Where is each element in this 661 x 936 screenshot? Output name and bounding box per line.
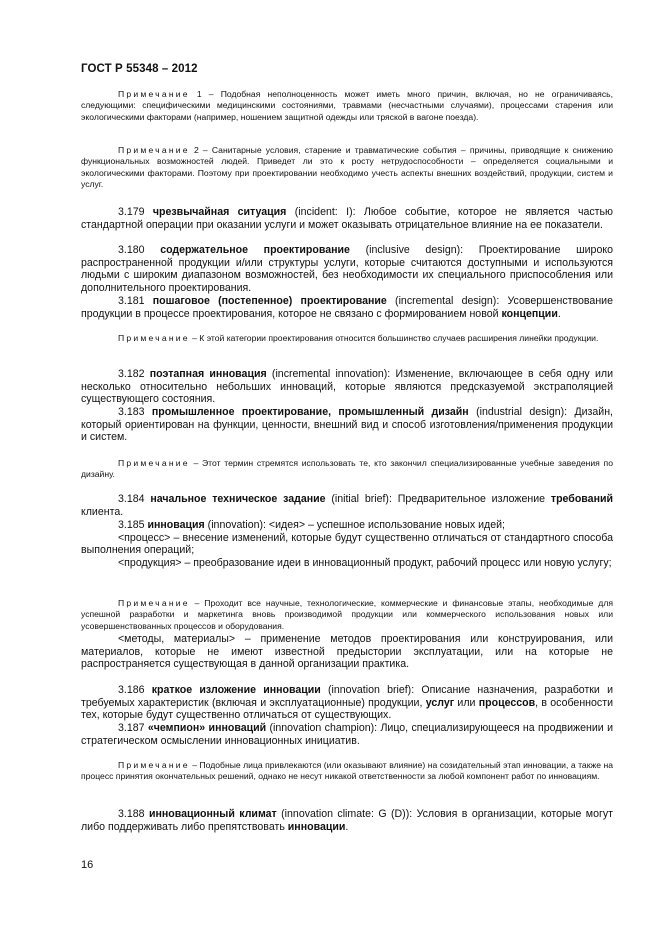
note-6 (81, 760, 613, 783)
entry-number: 3.183 (118, 406, 145, 418)
note-text: – К этой категории проектирования относится большинство случаев расширения линейки продукции. (189, 333, 599, 343)
entry-number: 3.188 (118, 808, 145, 820)
entry-term: чрезвычайная ситуация (152, 206, 287, 218)
term-entry-3-181 (81, 295, 613, 320)
entry-number: 3.179 (118, 206, 145, 218)
note-text: – Подобные лица привлекаются (или оказывают влияние) на созидательный этап инновации, а также на процесс принятия окончательных решений, однако не несут никакой ответственности за любой компонент работ по инновациям. (81, 760, 613, 782)
entry-term: краткое изложение инновации (151, 684, 321, 696)
term-entry-3-187 (81, 722, 613, 747)
entry-number: 3.181 (118, 295, 145, 307)
entry-end: клиента. (81, 505, 124, 518)
entry-definition: (innovation climate: G (D)): Условия в организации, которые могут либо поддерживать либо препятствовать (81, 808, 613, 833)
entry-connector: или (454, 696, 479, 709)
entry-definition: (incremental innovation): Изменение, включающее в себя одну или несколько относительно небольших инноваций, которые являются предсказуемой экстраполяцией существующего состояния. (81, 368, 613, 406)
entry-term: содержательное проектирование (160, 244, 350, 256)
term-entry-3-183 (81, 406, 613, 444)
note-label: Примечание (118, 89, 190, 99)
note-label: Примечание (118, 333, 190, 343)
entry-definition: (initial brief): Предварительное изложение (325, 493, 551, 505)
entry-term: начальное техническое задание (150, 493, 326, 505)
note-text: 1 – Подобная неполноценность может иметь много причин, включая, но не ограничиваясь, следующими: специфическими медицинскими состояниями, травмами (несчастными случаями), процессами старения или экологическими факторами (например, ношением защитной одежды или тряской в вагоне поезда). (81, 89, 613, 122)
entry-term-ref: услуг (425, 696, 455, 709)
term-entry-3-184 (81, 493, 613, 518)
note-label: Примечание (118, 598, 190, 608)
entry-end: , в особенности тех, которые будут существенно отличаться от существующих. (81, 696, 613, 722)
note-text: – Проходит все научные, технологические, коммерческие и финансовые этапы, необходимые для успешной разработки и маркетинга вновь производимой продукции или коммерческого использования новых или усовершенствованных процессов и оборудования. (81, 598, 613, 631)
term-entry-3-185-methods (81, 633, 613, 671)
term-entry-3-188 (81, 808, 613, 833)
term-entry-3-185 (81, 519, 613, 569)
entry-term: инновация (147, 519, 205, 531)
entry-number: 3.186 (118, 684, 145, 696)
note-5 (81, 598, 613, 632)
entry-sub-definition: <процесс> – внесение изменений, которые будут существенно отличаться от стандартного способа выполнения операций; (81, 531, 613, 557)
entry-definition: (innovation brief): Описание назначения, разработки и требуемых характеристик (включая и эксплуатационные) продукции, (81, 684, 613, 709)
entry-definition: (innovation champion): Лицо, специализирующееся на продвижении и стратегическом осмыслении инновационных инициатив. (81, 722, 613, 747)
entry-term-ref: концепции (501, 307, 558, 320)
entry-term: промышленное проектирование, промышленный дизайн (151, 406, 469, 418)
entry-sub-definition: <методы, материалы> – применение методов проектирования или конструирования, или материалов, которые не имеют известной предыстории эксплуатации, или на которые не распространяется существующая в данной организации практика. (81, 633, 613, 671)
entry-number: 3.187 (118, 722, 145, 734)
page-number: 16 (81, 859, 94, 871)
note-text: 2 – Санитарные условия, старение и травматические события – причины, приводящие к снижению функциональных возможностей людей. Приведет ли это к росту нетрудоспособности – определяется социальными и экологическими факторами. Поэтому при проектировании необходимо учесть аспекты внешних воздействий, продукции, систем и услуг. (81, 145, 613, 189)
entry-term: «чемпион» инноваций (147, 722, 267, 734)
entry-end: . (345, 820, 349, 833)
entry-term-ref: требований (550, 493, 613, 505)
entry-term: поэтапная инновация (149, 368, 267, 380)
entry-number: 3.180 (118, 244, 145, 256)
entry-number: 3.184 (118, 493, 145, 505)
note-1 (81, 89, 613, 123)
note-label: Примечание (118, 145, 190, 155)
note-3 (81, 333, 613, 344)
term-entry-3-182 (81, 368, 613, 406)
entry-definition: (industrial design): Дизайн, который ориентирован на функции, ценности, внешний вид и способ изготовления/применения продукции и систем. (81, 406, 613, 444)
term-entry-3-186 (81, 684, 613, 722)
entry-sub-definition: <продукция> – преобразование идеи в инновационный продукт, рабочий процесс или новую услугу; (118, 556, 612, 569)
term-entry-3-179 (81, 206, 613, 231)
entry-term: пошаговое (постепенное) проектирование (152, 295, 387, 307)
note-text: – Этот термин стремятся использовать те, кто закончил специализированные учебные заведения по дизайну. (81, 458, 613, 480)
entry-number: 3.185 (118, 519, 145, 531)
standard-header: ГОСТ Р 55348 – 2012 (81, 63, 198, 75)
note-2 (81, 145, 613, 190)
note-label: Примечание (118, 458, 190, 468)
entry-definition: (innovation): <идея> – успешное использование новых идей; (204, 519, 505, 531)
entry-number: 3.182 (118, 368, 145, 380)
entry-term-ref: процессов (478, 696, 536, 709)
entry-end: . (557, 307, 561, 320)
entry-definition: (incremental design): Усовершенствование продукции в процессе проектирования, которое не связано с формированием новой (81, 295, 613, 320)
note-label: Примечание (118, 760, 190, 770)
note-4 (81, 458, 613, 481)
entry-definition: (incident: I): Любое событие, которое не является частью стандартной операции при оказании услуги и может оказывать отрицательное влияние на ее показатели. (81, 206, 614, 231)
entry-term-ref: инновации (287, 820, 346, 833)
entry-term: инновационный климат (148, 808, 277, 820)
entry-definition: (inclusive design): Проектирование широко распространенной продукции и/или структуры услуги, которые считаются доступными и используются людьми с широким диапазоном возможностей, без необходимости их специального приспособления или дополнительного проектирования. (81, 244, 613, 294)
term-entry-3-180 (81, 244, 613, 294)
